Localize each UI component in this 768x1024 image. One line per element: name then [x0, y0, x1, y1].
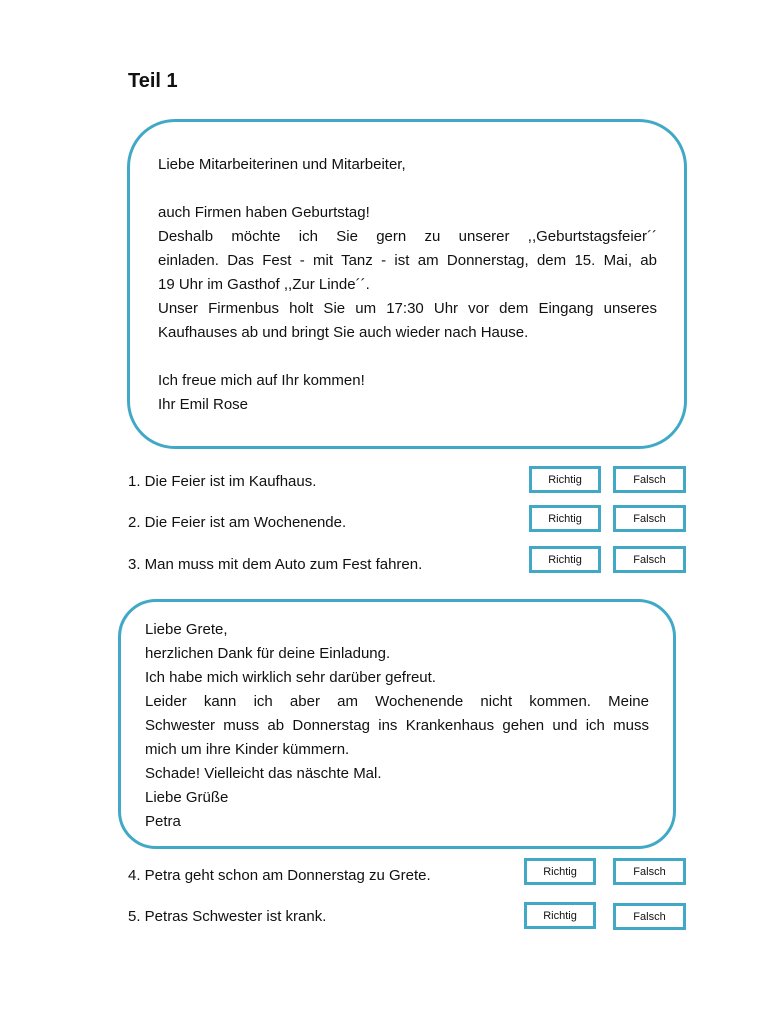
- letter-line: Liebe Grüße: [145, 789, 229, 806]
- letter-signature: Ihr Emil Rose: [158, 396, 249, 413]
- page-title: Teil 1: [128, 70, 178, 92]
- question-5-richtig-button[interactable]: Richtig: [524, 902, 596, 929]
- letter-line: herzlichen Dank für deine Einladung.: [145, 645, 391, 662]
- letter-line: 19 Uhr im Gasthof ,,Zur Linde´´.: [158, 276, 370, 293]
- letter-box-reply: [118, 599, 676, 849]
- question-5-falsch-button[interactable]: Falsch: [613, 903, 686, 930]
- letter-closing: Ich freue mich auf Ihr kommen!: [158, 372, 365, 389]
- question-1-richtig-button[interactable]: Richtig: [529, 466, 601, 493]
- letter-signature: Petra: [145, 813, 181, 830]
- question-3: 3. Man muss mit dem Auto zum Fest fahren.: [128, 556, 423, 573]
- question-3-richtig-button[interactable]: Richtig: [529, 546, 601, 573]
- question-4-falsch-button[interactable]: Falsch: [613, 858, 686, 885]
- letter-line: Leider kann ich aber am Wochenende nicht kommen. Meine: [145, 693, 649, 710]
- question-3-falsch-button[interactable]: Falsch: [613, 546, 686, 573]
- letter-box-invitation: [127, 119, 687, 449]
- letter-greeting: Liebe Mitarbeiterinen und Mitarbeiter,: [158, 156, 406, 173]
- letter-line: mich um ihre Kinder kümmern.: [145, 741, 350, 758]
- letter-line: Ich habe mich wirklich sehr darüber gefreut.: [145, 669, 436, 686]
- question-5: 5. Petras Schwester ist krank.: [128, 908, 327, 925]
- question-1: 1. Die Feier ist im Kaufhaus.: [128, 473, 317, 490]
- question-4-richtig-button[interactable]: Richtig: [524, 858, 596, 885]
- letter-line: Schade! Vielleicht das näschte Mal.: [145, 765, 382, 782]
- letter-line: Unser Firmenbus holt Sie um 17:30 Uhr vor dem Eingang unseres: [158, 300, 657, 317]
- letter-line: auch Firmen haben Geburtstag!: [158, 204, 370, 221]
- letter-line: Kaufhauses ab und bringt Sie auch wieder nach Hause.: [158, 324, 529, 341]
- question-4: 4. Petra geht schon am Donnerstag zu Grete.: [128, 867, 431, 884]
- letter-line: Deshalb möchte ich Sie gern zu unserer ,,Geburtstagsfeier´´: [158, 228, 657, 245]
- spacer: [158, 345, 657, 369]
- question-2-falsch-button[interactable]: Falsch: [613, 505, 686, 532]
- question-2: 2. Die Feier ist am Wochenende.: [128, 514, 347, 531]
- letter-line: Liebe Grete,: [145, 621, 228, 638]
- question-1-falsch-button[interactable]: Falsch: [613, 466, 686, 493]
- question-2-richtig-button[interactable]: Richtig: [529, 505, 601, 532]
- letter-line: einladen. Das Fest - mit Tanz - ist am Donnerstag, dem 15. Mai, ab: [158, 252, 657, 269]
- letter-line: Schwester muss ab Donnerstag ins Krankenhaus gehen und ich muss: [145, 717, 649, 734]
- spacer: [158, 177, 657, 201]
